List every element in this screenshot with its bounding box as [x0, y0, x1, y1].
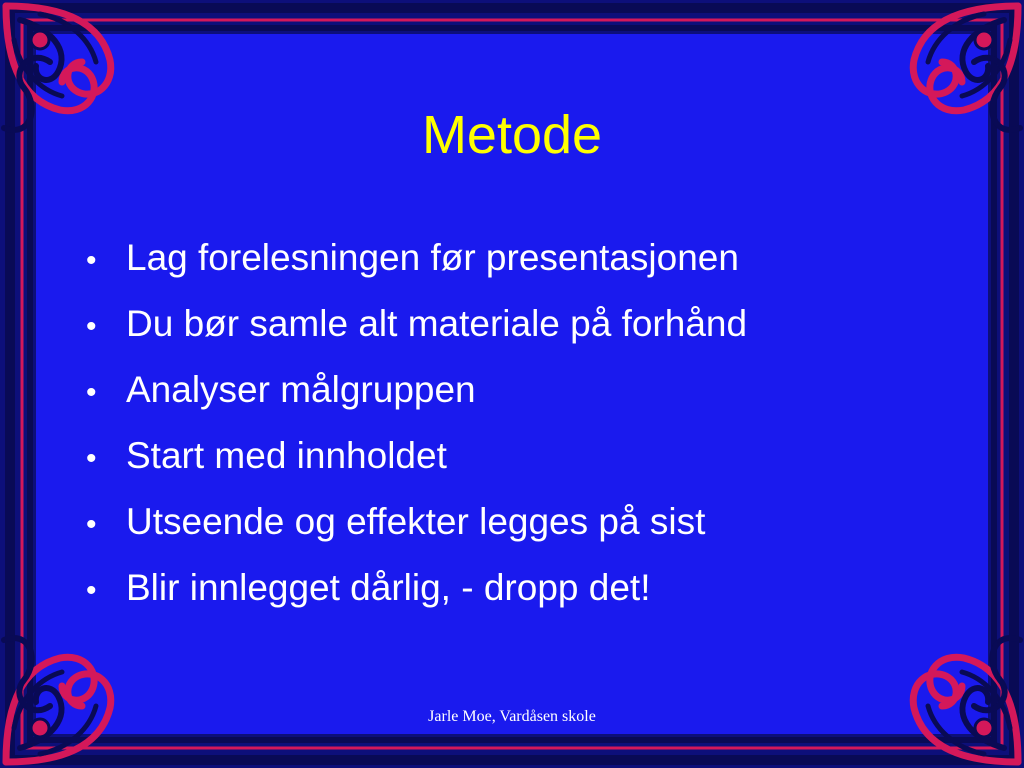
slide-footer: Jarle Moe, Vardåsen skole — [428, 708, 596, 725]
bullet-text: Start med innholdet — [126, 435, 447, 476]
bullet-icon: • — [86, 574, 97, 607]
bullet-icon: • — [86, 442, 97, 475]
bullet-icon: • — [86, 310, 97, 343]
slide-title: Metode — [421, 105, 603, 165]
bullet-item — [86, 558, 946, 624]
bullet-item — [86, 426, 946, 492]
bullet-text: Analyser målgruppen — [126, 369, 476, 410]
bullet-icon: • — [86, 376, 97, 409]
bullet-text: Utseende og effekter legges på sist — [126, 501, 706, 542]
bullet-icon: • — [86, 244, 97, 277]
bullet-list — [86, 228, 946, 624]
bullet-text: Blir innlegget dårlig, - dropp det! — [126, 567, 651, 608]
bullet-text: Du bør samle alt materiale på forhånd — [126, 303, 748, 344]
bullet-item — [86, 228, 946, 294]
bullet-item — [86, 360, 946, 426]
bullet-item — [86, 294, 946, 360]
bullet-text: Lag forelesningen før presentasjonen — [126, 237, 739, 278]
bullet-icon: • — [86, 508, 97, 541]
bullet-item — [86, 492, 946, 558]
